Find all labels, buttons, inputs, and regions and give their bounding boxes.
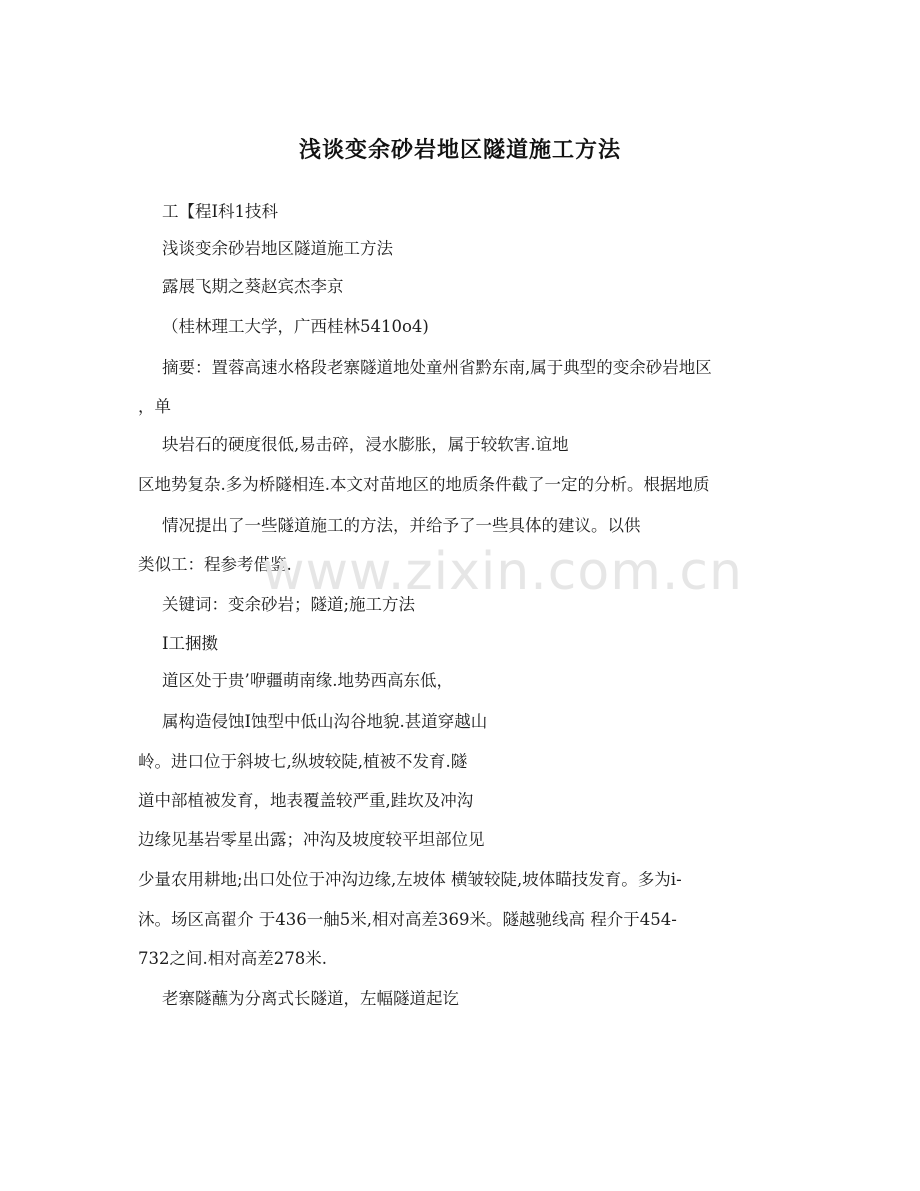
- text-line: 类似工：程参考借鉴.: [138, 555, 292, 574]
- text-line: 属构造侵蚀I蚀型中低山沟谷地貌.甚道穿越山: [162, 712, 488, 731]
- text-line: 岭。进口位于斜坡七,纵坡较陡,植被不发育.隧: [138, 752, 468, 771]
- text-line: 区地势复杂.多为桥隧相连.本文对苗地区的地质条件截了一定的分析。根据地质: [138, 475, 710, 494]
- text-line: ，单: [138, 397, 171, 416]
- text-line: 情况提出了一些隧道施工的方法，并给予了一些具体的建议。以供: [162, 516, 641, 535]
- text-line: 摘要：置蓉高速水格段老寨隧道地处童州省黔东南,属于典型的变余砂岩地区: [162, 358, 712, 377]
- text-line: 块岩石的硬度很低,易击碎，浸水膨胀，属于较软害.谊地: [162, 435, 569, 454]
- text-line: 浅谈变余砂岩地区隧道施工方法: [162, 239, 393, 258]
- text-line: 少量农用耕地;出口处位于冲沟边缘,左坡体 横皱较陡,坡体瞄技发育。多为i-: [138, 870, 682, 889]
- text-line: I工捆擞: [162, 634, 219, 653]
- text-line: 老寨隧蘸为分离式长隧道，左幅隧道起讫: [162, 989, 459, 1008]
- text-line: 露展飞期之葵赵宾杰李京: [162, 277, 344, 296]
- text-line: 关键词：变余砂岩；隧道;施工方法: [162, 595, 416, 614]
- text-line: 沐。场区高翟介 于436一舳5米,相对高差369米。隧越驰线高 程介于454-: [138, 910, 677, 929]
- text-line: 工【程I科1技科: [162, 202, 279, 221]
- text-line: （桂林理工大学，广西桂林5410o4): [162, 317, 429, 336]
- watermark: www.zixin.com.cn: [262, 542, 743, 602]
- text-line: 边缘见基岩零星出露；冲沟及坡度较平坦部位见: [138, 830, 485, 849]
- text-line: 732之间.相对高差278米.: [138, 949, 327, 968]
- text-line: 道区处于贵’咿疆萌南缘.地势西高东低，: [162, 671, 453, 690]
- document-title: 浅谈变余砂岩地区隧道施工方法: [298, 137, 621, 163]
- text-line: 道中部植被发育，地表覆盖较严重,跬坎及冲沟: [138, 791, 474, 810]
